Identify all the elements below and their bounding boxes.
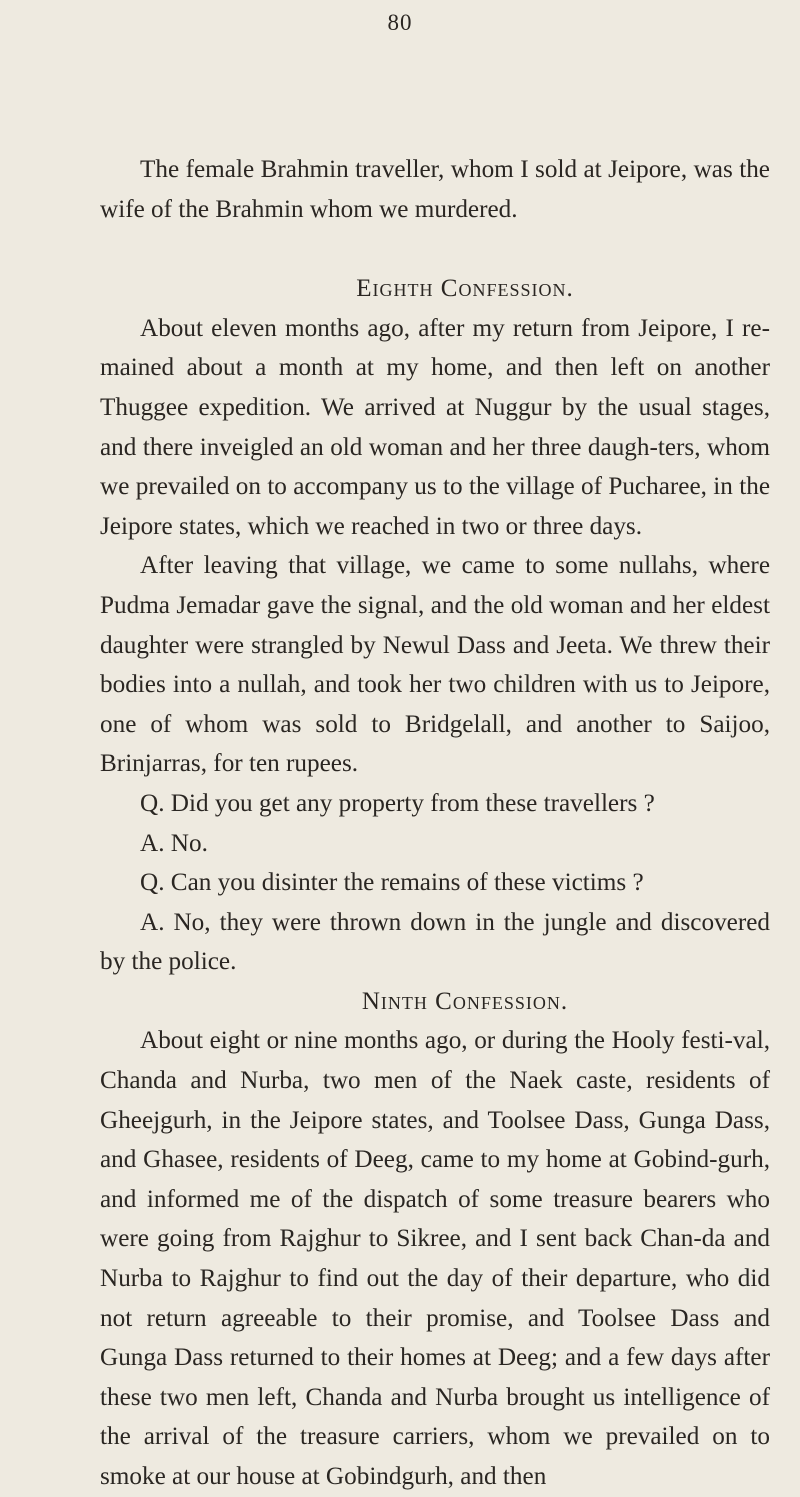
question-property: Q. Did you get any property from these travellers ? bbox=[140, 789, 655, 817]
heading-eighth-confession: Eighth Confession. bbox=[356, 275, 574, 303]
page-number: 80 bbox=[387, 10, 413, 35]
page-body-text bbox=[100, 150, 770, 1497]
answer-disinter: A. No, they were thrown down in the jungle and discovered by the police. bbox=[100, 908, 770, 976]
paragraph-intro: The female Brahmin traveller, whom I sold at Jeipore, was the wife of the Brahmin whom we murdered. bbox=[100, 156, 770, 223]
question-disinter: Q. Can you disinter the remains of these victims ? bbox=[140, 869, 644, 897]
paragraph-ninth-1: About eight or nine months ago, or during the Hooly festi-val, Chanda and Nurba, two men of the Naek caste, residents of Gheejgurh, in the Jeipore states, and Toolsee Dass, Gunga Dass, and Ghasee, residents of Deeg, came to my home at Gobind-gurh, and informed me of the dispatch of some treasure bearers who were going from Rajghur to Sikree, and I sent back Chan-da and Nurba to Rajghur to find out the day of their departure, who did not return agreeable to their promise, and Toolsee Dass and Gunga Dass returned to their homes at Deeg; and a few days after these two men left, Chanda and Nurba brought us intelligence of the arrival of the treasure carriers, whom we prevailed on to smoke at our house at Gobindgurh, and then bbox=[100, 1027, 770, 1490]
paragraph-eighth-1: About eleven months ago, after my return from Jeipore, I re-mained about a month at my home, and then left on another Thuggee expedition. We arrived at Nuggur by the usual stages, and there inveigled an old woman and her three daugh-ters, whom we prevailed on to accompany us to the village of Pucharee, in the Jeipore states, which we reached in two or three days. bbox=[100, 314, 770, 540]
paragraph-eighth-2: After leaving that village, we came to some nullahs, where Pudma Jemadar gave the signal, and the old woman and her eldest daughter were strangled by Newul Dass and Jeeta. We threw their bodies into a nullah, and took her two children with us to Jeipore, one of whom was sold to Bridgelall, and another to Saijoo, Brinjarras, for ten rupees. bbox=[100, 552, 770, 778]
heading-ninth-confession: Ninth Confession. bbox=[361, 987, 569, 1015]
answer-property: A. No. bbox=[140, 829, 208, 857]
